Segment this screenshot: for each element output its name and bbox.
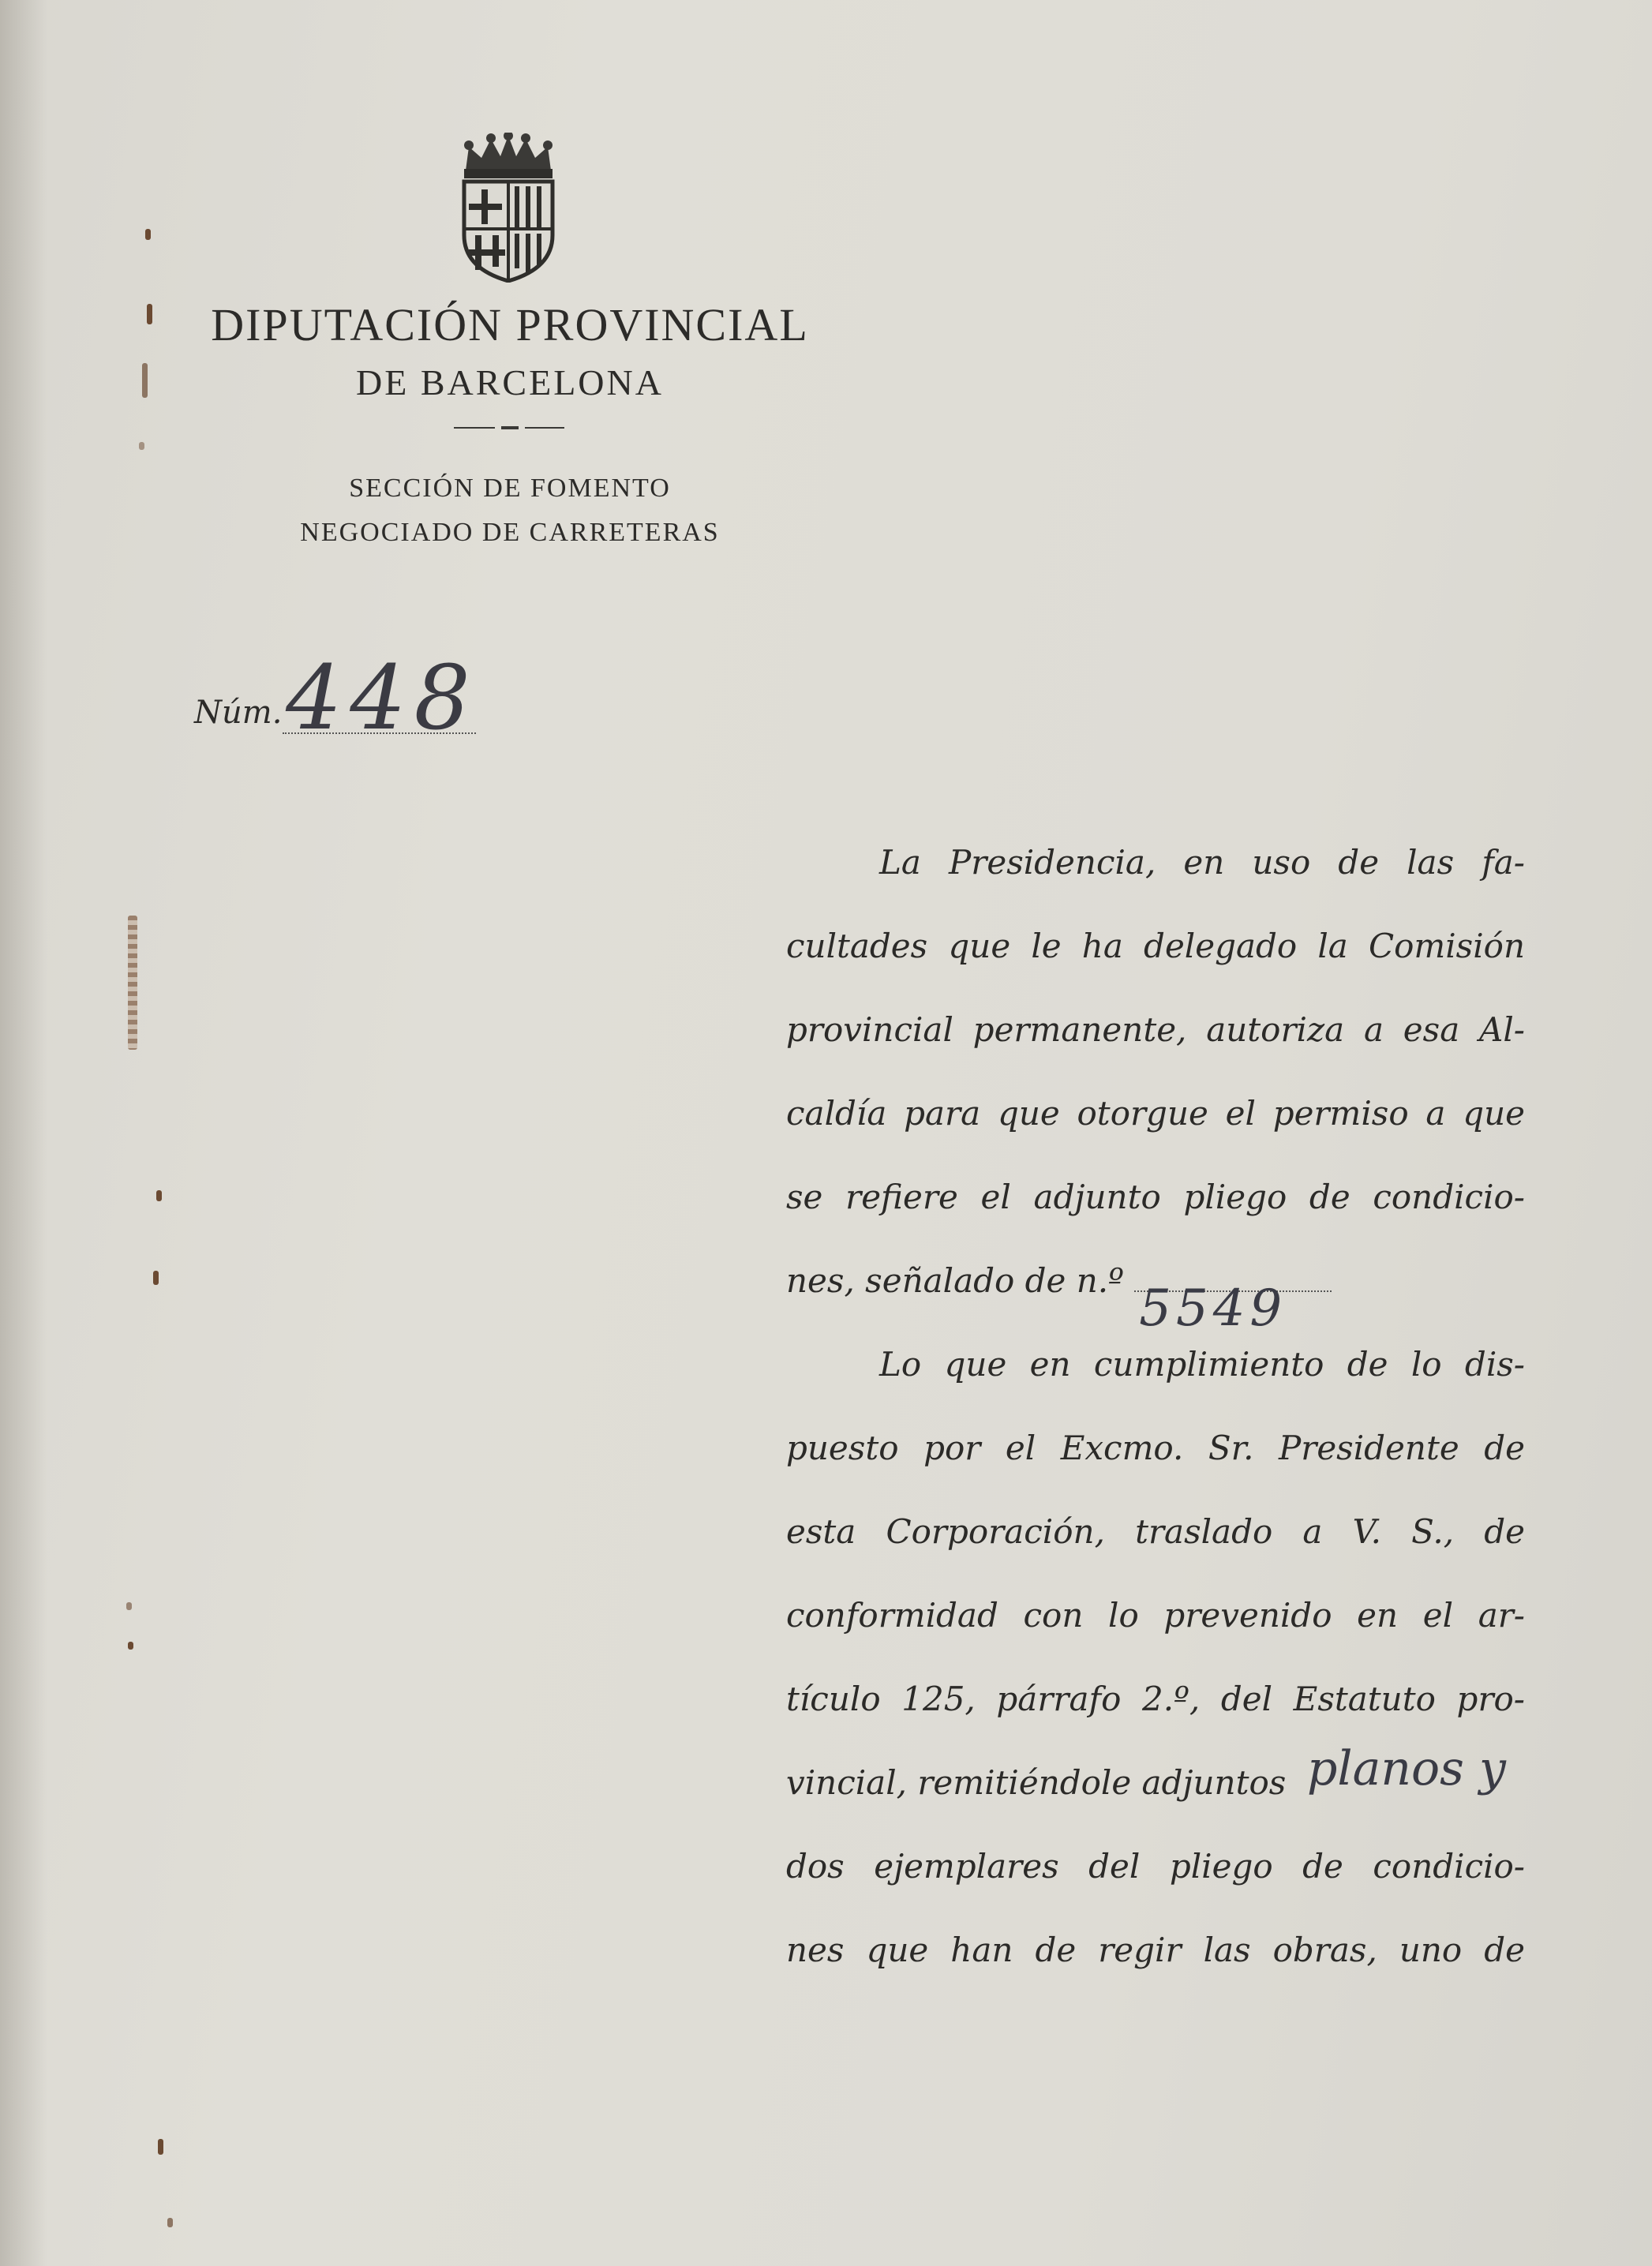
text-line: esta Corporación, traslado a V. S., de [786,1512,1525,1551]
binding-strip [128,916,137,1050]
letterhead-divider [454,426,564,429]
binding-mark [128,1642,133,1650]
letter-body [786,821,1525,1992]
binding-mark [158,2139,163,2155]
subsection-name: NEGOCIADO DE CARRETERAS [300,518,720,547]
binding-mark [153,1271,159,1285]
organization-city: DE BARCELONA [356,362,664,403]
text-line: cultades que le ha delegado la Comisión [786,927,1525,965]
section-name: SECCIÓN DE FOMENTO [349,474,671,503]
organization-name: DIPUTACIÓN PROVINCIAL [211,299,809,350]
page-edge-shadow [0,0,47,2266]
text-line: conformidad con lo prevenido en el ar- [786,1596,1525,1635]
paragraph-2 [786,1323,1525,1741]
permit-prefix: nes, señalado de n.º [786,1261,1124,1300]
text-line: caldía para que otorgue el permiso a que [786,1094,1525,1133]
binding-mark [126,1602,132,1610]
text-line: Lo que en cumplimiento de lo dis- [879,1345,1525,1384]
permit-number-handwritten: 5549 [1139,1279,1287,1338]
binding-mark [139,442,144,450]
text-line: tículo 125, párrafo 2.º, del Estatuto pro- [786,1680,1525,1718]
reference-label: Núm. [194,695,283,731]
text-line-permit [786,1239,1525,1338]
text-line: se refiere el adjunto pliego de condicio- [786,1178,1525,1216]
binding-mark [142,363,148,398]
binding-mark [145,229,151,240]
binding-mark [167,2218,173,2227]
text-line-remit [786,1741,1525,1825]
text-line: nes que han de regir las obras, uno de [786,1931,1525,1969]
text-line: La Presidencia, en uso de las fa- [879,843,1525,882]
text-line: puesto por el Excmo. Sr. Presidente de [786,1429,1525,1467]
paragraph-2-tail [786,1825,1525,1992]
text-line: dos ejemplares del pliego de condicio- [786,1847,1525,1886]
permit-dotted-field [1134,1279,1332,1338]
binding-mark [147,304,152,324]
paragraph-1 [786,821,1525,1239]
remit-prefix: vincial, remitiéndole adjuntos [786,1763,1287,1802]
binding-mark [156,1190,162,1201]
remit-handwritten: planos y [1307,1741,1506,1796]
coat-of-arms-icon [451,133,565,283]
text-line: provincial permanente, autoriza a esa Al- [786,1010,1525,1049]
reference-number-handwritten: 448 [286,647,478,750]
